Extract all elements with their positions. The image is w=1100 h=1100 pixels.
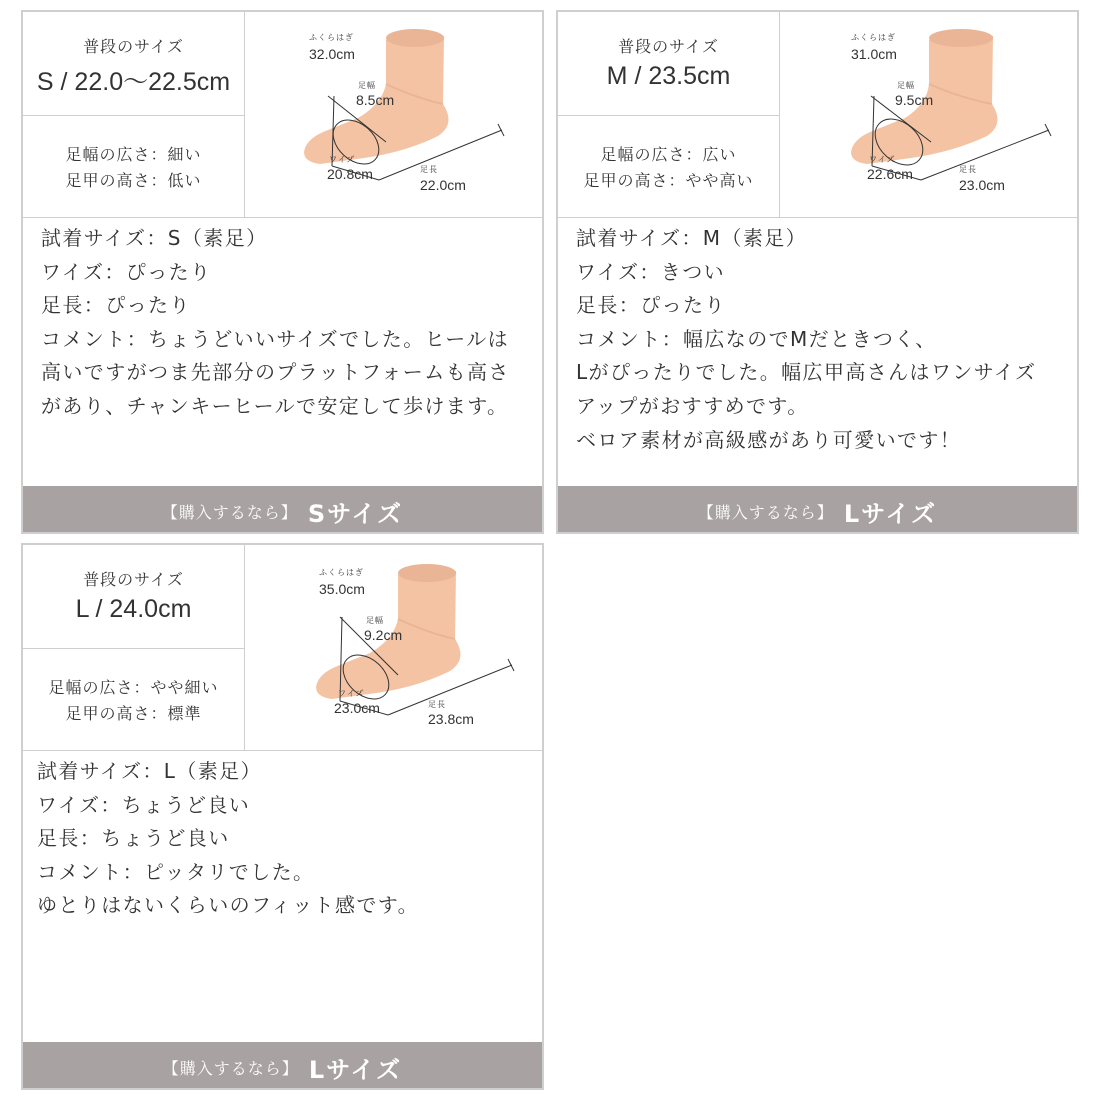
usual-size-box <box>558 12 780 116</box>
review-line: コメント：ちょうどいいサイズでした。ヒールは <box>41 326 509 351</box>
review-line: 試着サイズ：M（素足） <box>576 226 808 250</box>
review-line: コメント：幅広なのでMだときつく、 <box>576 326 937 351</box>
calf-value: 31.0cm <box>851 46 897 62</box>
foot-illustration <box>246 12 542 218</box>
review-line: Lがぴったりでした。幅広甲高さんはワンサイズ <box>576 360 1037 385</box>
length-label: 足長 <box>959 165 977 174</box>
length-label: 足長 <box>420 165 438 174</box>
calf-label: ふくらはぎ <box>309 33 354 42</box>
wise-value: 22.6cm <box>867 166 913 182</box>
card-header <box>558 12 1077 218</box>
usual-size-value: S / 22.0〜22.5cm <box>36 68 231 96</box>
foot-height-text: 足甲の高さ：標準 <box>65 704 202 723</box>
foot-width-text: 足幅の広さ：細い <box>65 145 202 164</box>
wise-label: ワイズ <box>329 155 356 164</box>
card-header <box>23 12 542 218</box>
usual-size-value: M / 23.5cm <box>606 62 731 90</box>
review-line: 足長：ぴったり <box>41 293 191 318</box>
usual-size-label: 普段のサイズ <box>83 570 184 589</box>
size-review-card-s <box>21 10 544 534</box>
usual-size-box <box>23 545 245 649</box>
wise-label: ワイズ <box>338 689 365 698</box>
usual-size-label: 普段のサイズ <box>83 37 184 56</box>
wise-value: 23.0cm <box>334 700 380 716</box>
length-value: 23.0cm <box>959 177 1005 193</box>
width-label: 足幅 <box>366 616 384 625</box>
buy-size: Lサイズ <box>843 500 938 528</box>
card-header <box>23 545 542 751</box>
calf-label: ふくらはぎ <box>319 568 364 577</box>
width-label: 足幅 <box>897 81 915 90</box>
length-value: 23.8cm <box>428 711 474 727</box>
review-line: 試着サイズ：L（素足） <box>37 759 262 783</box>
review-line: 高いですがつま先部分のプラットフォームも高さ <box>41 360 510 385</box>
foot-measurement-diagram <box>246 545 542 751</box>
foot-width-text: 足幅の広さ：やや細い <box>48 678 219 697</box>
buy-recommendation-bar <box>23 1042 542 1088</box>
foot-illustration <box>781 12 1077 218</box>
usual-size-box <box>23 12 245 116</box>
width-label: 足幅 <box>358 81 376 90</box>
buy-recommendation-bar <box>558 486 1077 532</box>
review-line: アップがおすすめです。 <box>576 393 809 418</box>
review-line: ワイズ：ちょうど良い <box>37 792 251 817</box>
buy-prefix: 【購入するなら】 <box>162 1059 299 1078</box>
buy-prefix: 【購入するなら】 <box>697 503 834 522</box>
width-value: 9.2cm <box>364 627 403 643</box>
review-line: 試着サイズ：S（素足） <box>41 226 268 250</box>
length-label: 足長 <box>428 700 446 709</box>
foot-shape-box <box>558 116 780 218</box>
foot-height-text: 足甲の高さ：やや高い <box>583 171 754 190</box>
buy-prefix: 【購入するなら】 <box>161 503 298 522</box>
usual-size-label: 普段のサイズ <box>618 37 719 56</box>
foot-width-text: 足幅の広さ：広い <box>600 145 737 164</box>
review-line: 足長：ぴったり <box>576 293 726 318</box>
review-line: ワイズ：きつい <box>576 259 725 284</box>
review-text <box>41 222 531 424</box>
usual-size-value: L / 24.0cm <box>75 595 192 623</box>
review-line: 足長：ちょうど良い <box>37 826 230 851</box>
calf-label: ふくらはぎ <box>851 33 896 42</box>
review-line: ワイズ：ぴったり <box>41 259 212 284</box>
foot-shape-box <box>23 116 245 218</box>
calf-value: 32.0cm <box>309 46 355 62</box>
foot-measurement-diagram <box>781 12 1077 218</box>
width-value: 9.5cm <box>895 92 934 108</box>
buy-recommendation-bar <box>23 486 542 532</box>
foot-measurement-diagram <box>246 12 542 218</box>
foot-illustration <box>246 545 542 751</box>
foot-shape-box <box>23 649 245 751</box>
size-review-card-l <box>21 543 544 1090</box>
wise-label: ワイズ <box>869 155 896 164</box>
wise-value: 20.8cm <box>327 166 373 182</box>
buy-size: Lサイズ <box>308 1056 403 1084</box>
review-line: があり、チャンキーヒールで安定して歩けます。 <box>41 393 509 418</box>
review-text <box>576 222 1066 457</box>
review-line: コメント：ピッタリでした。 <box>37 859 315 884</box>
review-text <box>37 755 527 923</box>
review-line: ベロア素材が高級感があり可愛いです！ <box>576 427 962 452</box>
foot-height-text: 足甲の高さ：低い <box>65 171 202 190</box>
width-value: 8.5cm <box>356 92 395 108</box>
size-review-card-m <box>556 10 1079 534</box>
review-line: ゆとりはないくらいのフィット感です。 <box>37 893 419 918</box>
length-value: 22.0cm <box>420 177 466 193</box>
buy-size: Sサイズ <box>307 500 404 528</box>
calf-value: 35.0cm <box>319 581 365 597</box>
